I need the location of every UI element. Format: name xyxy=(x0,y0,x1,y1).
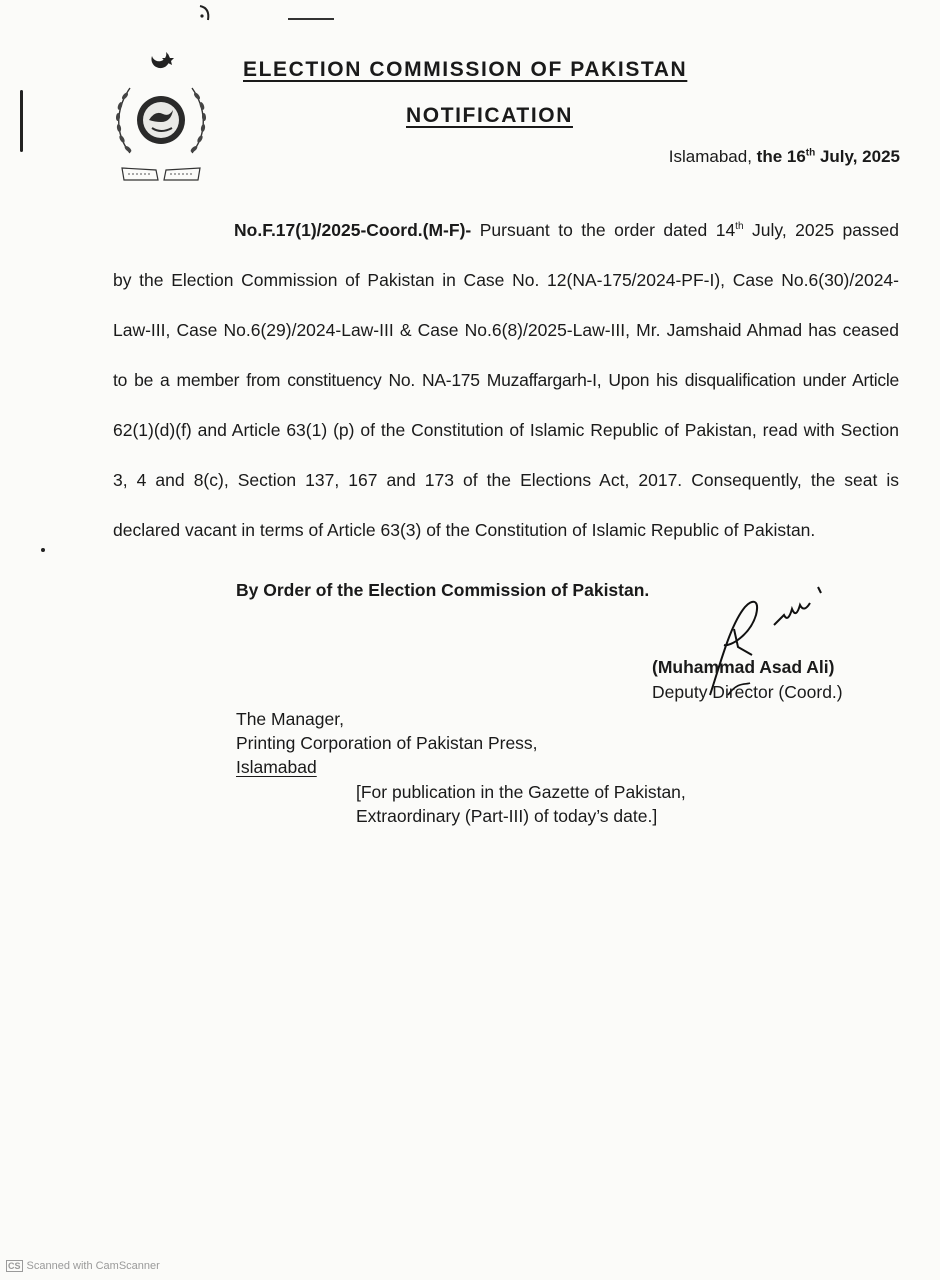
page-title: ELECTION COMMISSION OF PAKISTAN xyxy=(243,58,688,81)
recipient-line-2: Printing Corporation of Pakistan Press, xyxy=(236,733,538,753)
body-line-3: Law-III, Case No.6(29)/2024-Law-III & Case No.6(8)/2025-Law-III, Mr. Jamshaid Ahmad has ceased xyxy=(113,320,899,340)
notification-body xyxy=(113,205,899,555)
recipient-line-1: The Manager, xyxy=(236,709,344,729)
publication-line-1: [For publication in the Gazette of Pakistan, xyxy=(356,782,686,802)
scanner-watermark xyxy=(6,1260,160,1272)
dateline-sup: th xyxy=(805,147,816,159)
recipient-address xyxy=(236,707,538,779)
notification-heading: NOTIFICATION xyxy=(406,104,573,127)
dateline xyxy=(669,147,900,167)
body-line-1b: July, 2025 passed xyxy=(743,220,899,240)
signatory-designation: Deputy Director (Coord.) xyxy=(652,682,843,702)
body-line-2: by the Election Commission of Pakistan in Case No. 12(NA-175/2024-PF-I), Case No.6(30)/2024- xyxy=(113,270,899,290)
camscanner-icon: CS xyxy=(8,1261,21,1271)
dateline-place: Islamabad, xyxy=(668,147,757,166)
body-line-1 xyxy=(113,205,899,255)
order-statement: By Order of the Election Commission of Pakistan. xyxy=(236,580,650,600)
top-tick-mark xyxy=(196,2,216,22)
body-line-1a: Pursuant to the order dated 14 xyxy=(471,220,736,240)
body-line-4: to be a member from constituency No. NA-175 Muzaffargarh-I, Upon his disqualification under Article xyxy=(113,370,899,390)
scan-dot xyxy=(41,548,45,552)
reference-number: No.F.17(1)/2025-Coord.(M-F)- xyxy=(234,220,472,240)
margin-mark xyxy=(20,90,23,152)
recipient-line-3: Islamabad xyxy=(236,757,317,777)
ecp-emblem-logo xyxy=(108,48,214,190)
top-scribble xyxy=(288,18,334,20)
body-line-6: 3, 4 and 8(c), Section 137, 167 and 173 of the Elections Act, 2017. Consequently, the seat is xyxy=(113,470,899,490)
dateline-rest: July, 2025 xyxy=(815,147,900,166)
scanner-text: Scanned with CamScanner xyxy=(26,1260,160,1272)
publication-line-2: Extraordinary (Part-III) of today’s date.] xyxy=(356,806,658,826)
body-line-1-sup: th xyxy=(735,221,744,233)
signatory-name: (Muhammad Asad Ali) xyxy=(652,657,835,677)
body-line-5: 62(1)(d)(f) and Article 63(1) (p) of the Constitution of Islamic Republic of Pakistan, read with Section xyxy=(113,420,899,440)
dateline-the: the 16 xyxy=(756,147,806,166)
publication-note xyxy=(356,780,686,828)
body-line-7: declared vacant in terms of Article 63(3) of the Constitution of Islamic Republic of Pakistan. xyxy=(113,520,816,540)
